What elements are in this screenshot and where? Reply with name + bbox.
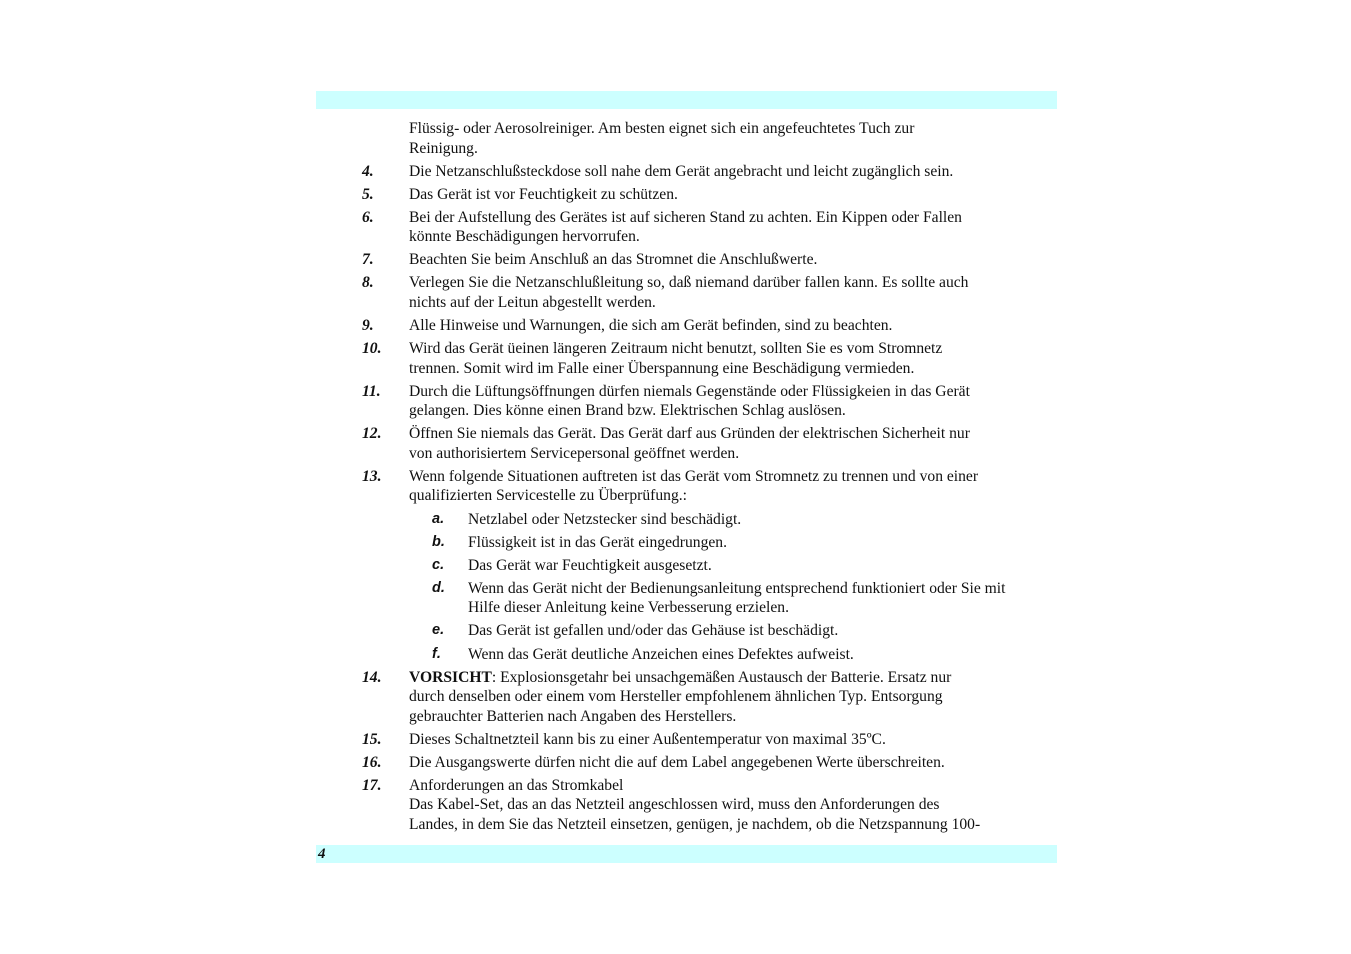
- sub-item-letter: f.: [432, 645, 441, 662]
- item-number: 4.: [362, 162, 374, 180]
- sub-item-letter: a.: [432, 510, 445, 527]
- text-line: Wenn folgende Situationen auftreten ist das Gerät vom Stromnetz zu trennen und von einer: [409, 467, 979, 485]
- list-item-5: [362, 185, 1062, 205]
- text-line: Verlegen Sie die Netzanschlußleitung so, daß niemand darüber fallen kann. Es sollte auch: [409, 274, 969, 292]
- text-line: Das Gerät ist gefallen und/oder das Gehäuse ist beschädigt.: [468, 622, 839, 640]
- text-line: Wenn das Gerät deutliche Anzeichen eines Defektes aufweist.: [468, 645, 854, 663]
- sub-item-d: [362, 579, 1062, 618]
- document-body: [362, 119, 1062, 838]
- text-line: nichts auf der Leitun abgestellt werden.: [409, 293, 656, 311]
- sub-item-letter: e.: [432, 622, 445, 639]
- text-line: Öffnen Sie niemals das Gerät. Das Gerät darf aus Gründen der elektrischen Sicherheit nur: [409, 425, 970, 443]
- list-item-12: [362, 424, 1062, 463]
- text-line: Anforderungen an das Stromkabel: [409, 776, 624, 794]
- list-item-17: [362, 776, 1062, 835]
- intro-paragraph: [362, 119, 1062, 158]
- sub-item-letter: c.: [432, 556, 445, 573]
- item-number: 12.: [362, 425, 382, 443]
- text-line: Wird das Gerät üeinen längeren Zeitraum nicht benutzt, sollten Sie es vom Stromnetz: [409, 340, 943, 358]
- item-number: 8.: [362, 274, 374, 292]
- text-line: Das Kabel-Set, das an das Netzteil angeschlossen wird, muss den Anforderungen des: [409, 796, 940, 814]
- item-number: 15.: [362, 730, 382, 748]
- item-number: 14.: [362, 668, 382, 686]
- sub-item-letter: b.: [432, 533, 445, 550]
- text-line: von authorisiertem Servicepersonal geöffnet werden.: [409, 444, 740, 462]
- list-item-7: [362, 250, 1062, 270]
- page-number: 4: [318, 846, 326, 862]
- text-line: Alle Hinweise und Warnungen, die sich am Gerät befinden, sind zu beachten.: [409, 317, 893, 335]
- text-line: Beachten Sie beim Anschluß an das Stromnet die Anschlußwerte.: [409, 251, 818, 269]
- text-line: Bei der Aufstellung des Gerätes ist auf sicheren Stand zu achten. Ein Kippen oder Fallen: [409, 208, 962, 226]
- footer-band: [316, 845, 1057, 863]
- list-item-16: [362, 753, 1062, 773]
- sub-item-f: [362, 645, 1062, 665]
- list-item-9: [362, 316, 1062, 336]
- text-line: Hilfe dieser Anleitung keine Verbesserung erzielen.: [468, 599, 790, 617]
- warning-text: : Explosionsgetahr bei unsachgemäßen Austausch der Batterie. Ersatz nur: [491, 668, 952, 686]
- text-line: trennen. Somit wird im Falle einer Überspannung eine Beschädigung vermieden.: [409, 359, 915, 377]
- list-item-15: [362, 730, 1062, 750]
- item-number: 11.: [362, 382, 381, 400]
- item-number: 9.: [362, 317, 374, 335]
- text-line: durch denselben oder einem vom Hersteller empfohlenem ähnlichen Typ. Entsorgung: [409, 688, 943, 706]
- text-line: Dieses Schaltnetzteil kann bis zu einer Außentemperatur von maximal 35ºC.: [409, 730, 886, 748]
- item-number: 17.: [362, 776, 382, 794]
- text-line: Die Ausgangswerte dürfen nicht die auf dem Label angegebenen Werte überschreiten.: [409, 753, 945, 771]
- text-line: Flüssig- oder Aerosolreiniger. Am besten eignet sich ein angefeuchtetes Tuch zur: [409, 120, 915, 137]
- text-line: gelangen. Dies könne einen Brand bzw. Elektrischen Schlag auslösen.: [409, 402, 846, 420]
- sub-item-b: [362, 533, 1062, 553]
- sub-item-a: [362, 510, 1062, 530]
- text-line: Landes, in dem Sie das Netzteil einsetzen, genügen, je nachdem, ob die Netzspannung 100-: [409, 815, 981, 833]
- item-number: 5.: [362, 185, 374, 203]
- text-line: Die Netzanschlußsteckdose soll nahe dem Gerät angebracht und leicht zugänglich sein.: [409, 162, 954, 180]
- text-line: könnte Beschädigungen hervorrufen.: [409, 228, 640, 246]
- list-item-6: [362, 208, 1062, 247]
- text-line: Das Gerät war Feuchtigkeit ausgesetzt.: [468, 556, 712, 574]
- sub-item-c: [362, 556, 1062, 576]
- header-band: [316, 91, 1057, 109]
- text-line: qualifizierten Servicestelle zu Überprüfung.:: [409, 487, 687, 505]
- text-line: Wenn das Gerät nicht der Bedienungsanleitung entsprechend funktioniert oder Sie mit: [468, 579, 1006, 597]
- item-number: 13.: [362, 467, 382, 485]
- list-item-4: [362, 162, 1062, 182]
- text-line: Durch die Lüftungsöffnungen dürfen niemals Gegenstände oder Flüssigkeien in das Gerät: [409, 382, 970, 400]
- list-item-13: [362, 467, 1062, 506]
- sub-item-e: [362, 621, 1062, 641]
- list-item-8: [362, 273, 1062, 312]
- text-line: [409, 668, 1062, 688]
- list-item-10: [362, 339, 1062, 378]
- item-number: 10.: [362, 340, 382, 358]
- item-number: 16.: [362, 753, 382, 771]
- item-number: 7.: [362, 251, 374, 269]
- list-item-11: [362, 382, 1062, 421]
- text-line: Das Gerät ist vor Feuchtigkeit zu schützen.: [409, 185, 678, 203]
- text-line: Reinigung.: [409, 139, 478, 157]
- text-line: Netzlabel oder Netzstecker sind beschädigt.: [468, 510, 742, 528]
- list-item-14: [362, 668, 1062, 727]
- warning-label: VORSICHT: [409, 668, 492, 686]
- text-line: gebrauchter Batterien nach Angaben des Herstellers.: [409, 707, 737, 725]
- item-number: 6.: [362, 208, 374, 226]
- text-line: Flüssigkeit ist in das Gerät eingedrungen.: [468, 533, 727, 551]
- sub-item-letter: d.: [432, 579, 445, 596]
